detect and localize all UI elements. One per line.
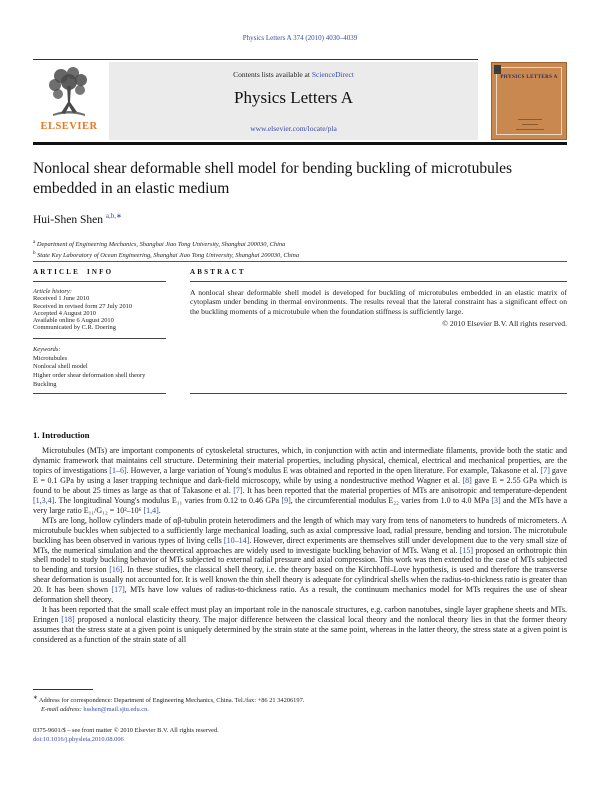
journal-header <box>33 62 567 142</box>
citation-link[interactable]: [18] <box>61 615 75 625</box>
citation-link[interactable]: [15] <box>459 545 474 555</box>
elsevier-tree-icon <box>43 64 95 120</box>
history-item: Available online 6 August 2010 <box>33 317 114 325</box>
citation-link[interactable]: [9] <box>281 495 291 505</box>
text-run: and the MTs have a very large ratio E₁₁/G₁₂ = 10²–10⁶ <box>33 495 567 515</box>
abstract-text: A nonlocal shear deformable shell model is developed for buckling of microtubules embedded in an elastic matrix of cytoplasm under bending in thermal environments. The results reveal that the lateral constraint has a significant effect on the buckling moments of a microtubule when the foundation stiffness is sufficiently large. <box>190 288 567 316</box>
keyword-item: Nonlocal shell model <box>33 363 88 371</box>
citation-link[interactable]: [7] <box>233 485 243 495</box>
correspondence-line <box>33 694 433 706</box>
citation-link[interactable]: [3] <box>491 495 501 505</box>
abstract-bottom-rule <box>190 393 567 394</box>
abstract-column <box>190 268 567 328</box>
paragraph <box>33 516 567 606</box>
correspondence-text: Address for correspondence: Department of Engineering Mechanics, China. Tel./fax: +86 21 34206197. <box>37 697 305 705</box>
article-info-bottom-rule <box>33 393 166 394</box>
keywords-label: Keywords: <box>33 345 61 353</box>
journal-url-link[interactable]: www.elsevier.com/locate/pla <box>250 124 337 133</box>
citation-link[interactable]: [7] <box>540 465 550 475</box>
text-run: . It has been reported that the material properties of MTs are anisotropic and temperature-dependent <box>242 485 568 495</box>
citation-link[interactable]: [17] <box>111 585 125 595</box>
affiliation-a <box>33 238 299 249</box>
sciencedirect-link[interactable]: ScienceDirect <box>311 70 354 79</box>
abstract-copyright: © 2010 Elsevier B.V. All rights reserved. <box>442 318 567 328</box>
text-run: . <box>158 505 161 515</box>
email-link[interactable]: hsshen@mail.sjtu.edu.cn. <box>83 705 149 713</box>
affiliation-b-text: State Key Laboratory of Ocean Engineering, Shanghai Jiao Tong University, Shanghai 200030, China <box>35 252 300 260</box>
elsevier-logo[interactable] <box>33 64 105 140</box>
doi-link[interactable]: doi:10.1016/j.physleta.2010.08.006 <box>33 736 124 743</box>
affiliation-a-text: Department of Engineering Mechanics, Shanghai Jiao Tong University, Shanghai 200030, China <box>35 241 286 249</box>
text-run: MTs are long, hollow cylinders made of αβ-tubulin protein heterodimers and the length of which may vary from tens of nanometers to hundreds of micrometers. A microtubule buckles when subjected to a sufficiently large mechanical loading, such as axial compressive load, radial pressure, bending and torsion. The microtubule buckling has been observed in various types of living cells <box>33 515 567 545</box>
author-name[interactable]: Hui-Shen Shen <box>33 213 103 226</box>
section-heading-introduction: 1. Introduction <box>33 430 90 440</box>
journal-cover-thumbnail[interactable] <box>491 62 567 140</box>
cover-publisher-icon <box>494 65 501 74</box>
author-line <box>33 212 122 226</box>
title-divider-rule <box>33 261 567 262</box>
paragraph <box>33 605 567 645</box>
journal-reference[interactable]: Physics Letters A 374 (2010) 4030–4039 <box>242 34 358 42</box>
affiliation-b <box>33 249 299 260</box>
citation-link[interactable]: [1,4] <box>143 505 159 515</box>
paragraph <box>33 446 567 516</box>
text-run: . However, direct experiments are themselves still under development due to the very small size of MTs, the numerical simulation and the theoretical approaches are widely used to investigate buckling behavior of MTs. Wang et al. <box>33 535 567 555</box>
text-run: Microtubules (MTs) are important components of cytoskeletal structures, which, in conjunction with actin and intermediate filaments, provide both the static and dynamic framework that maintains cell structure. Determining their material properties, including physical, chemical, electrical and mechanical properties, are the topics of investigations <box>33 446 567 475</box>
header-top-rule <box>33 59 478 60</box>
citation-link[interactable]: [8] <box>462 475 472 485</box>
cover-detail-line <box>522 124 538 125</box>
citation-link[interactable]: [1–6] <box>109 465 127 475</box>
text-run: , MTs have low values of radius-to-thickness ratio. As a result, the continuum mechanics model for MTs requires the use of shear deformation shell theory. <box>33 585 567 605</box>
elsevier-wordmark: ELSEVIER <box>40 121 98 132</box>
article-info-column <box>33 268 166 390</box>
history-item: Received in revised form 27 July 2010 <box>33 302 133 310</box>
introduction-body <box>33 446 567 645</box>
article-info-heading: ARTICLE INFO <box>33 268 114 276</box>
abstract-heading: ABSTRACT <box>190 268 246 276</box>
contents-line <box>109 70 478 79</box>
history-item: Communicated by C.R. Doering <box>33 324 116 332</box>
text-run: . In these studies, the classical shell theory, i.e. the theory based on the Kirchhoff–Love hypothesis, is used and therefore the transverse shear deformation is usually not accounted for. It is well known the thin shell theory is adequate for cylindrical shells when the radius-to-thickness ratio is greater than 20. It has been shown <box>33 565 568 595</box>
keyword-item: Buckling <box>33 380 57 388</box>
article-title: Nonlocal shear deformable shell model for bending buckling of microtubules embedded in an elastic medium <box>33 160 513 197</box>
issn-copyright-line: 0375-9601/$ – see front matter © 2010 Elsevier B.V. All rights reserved. <box>33 727 219 734</box>
cover-detail-line <box>516 129 544 130</box>
history-item: Accepted 4 August 2010 <box>33 309 97 317</box>
footnote-marker: ∗ <box>33 695 38 701</box>
journal-title: Physics Letters A <box>234 88 353 107</box>
affiliation-b-mark: b <box>33 251 36 257</box>
citation-link[interactable]: [10–14] <box>223 535 250 545</box>
journal-banner <box>109 62 478 140</box>
keyword-item: Higher order shear deformation shell theory <box>33 372 146 380</box>
affiliations <box>33 238 299 260</box>
email-line <box>33 706 433 714</box>
cover-title: PHYSICS LETTERS A <box>500 75 558 80</box>
contents-prefix: Contents lists available at <box>233 70 312 79</box>
cover-detail-line <box>518 119 542 120</box>
text-run: proposed a nonlocal elasticity theory. The major difference between the classical local theory and the nonlocal theory lies in that the former theory assumes that the stress state at a given point is uniquely determined by the strain state at the same point, whereas in the latter theory, the stress state at a given point is considered as a function of the strain state of all <box>33 615 567 645</box>
text-run: It has been reported that the small scale effect must play an important role in the nanoscale structures, e.g. carbon nanotubes, single layer graphene sheets and MTs. Eringen <box>33 605 567 625</box>
footnote-rule <box>33 689 93 690</box>
text-run: gave E = 0.1 GPa by using a laser trapping technique and dark-field microscopy, while by using a nondestructive method Wagner et al. <box>33 465 567 485</box>
text-run: . However, a large variation of Young's modulus E was obtained and reported in the open literature. For example, Takasone et al. <box>126 465 541 475</box>
affiliation-a-mark: a <box>33 240 36 245</box>
text-run: gave E = 2.55 GPa which is found to be about 25 times as large as that of Takasone et al. <box>33 475 567 495</box>
text-run: , the circumferential modulus E₂₂ varies from 1.0 to 4.0 MPa <box>290 495 492 505</box>
header-thick-rule <box>33 142 567 145</box>
author-affiliation-marks[interactable]: a,b,∗ <box>105 212 122 220</box>
history-label: Article history: <box>33 288 72 295</box>
history-item: Received 1 June 2010 <box>33 295 90 303</box>
citation-link[interactable]: [16] <box>109 565 123 575</box>
text-run: . The longitudinal Young's modulus E₁₁ varies from 0.12 to 0.46 GPa <box>54 495 282 505</box>
correspondence-footnote <box>33 694 433 714</box>
article-info-rule <box>33 281 166 282</box>
text-run: proposed an orthotropic thin shell model to study buckling behavior of MTs subjected to external radial pressure and axial compression. This work was then extended to the case of MTs subjected to bending and torsion <box>33 545 567 575</box>
email-label: E-mail address: <box>41 705 84 713</box>
abstract-rule <box>190 281 567 282</box>
article-info-mid-rule <box>33 338 166 339</box>
citation-link[interactable]: [1,3,4] <box>33 495 55 505</box>
keyword-item: Microtubules <box>33 354 68 362</box>
